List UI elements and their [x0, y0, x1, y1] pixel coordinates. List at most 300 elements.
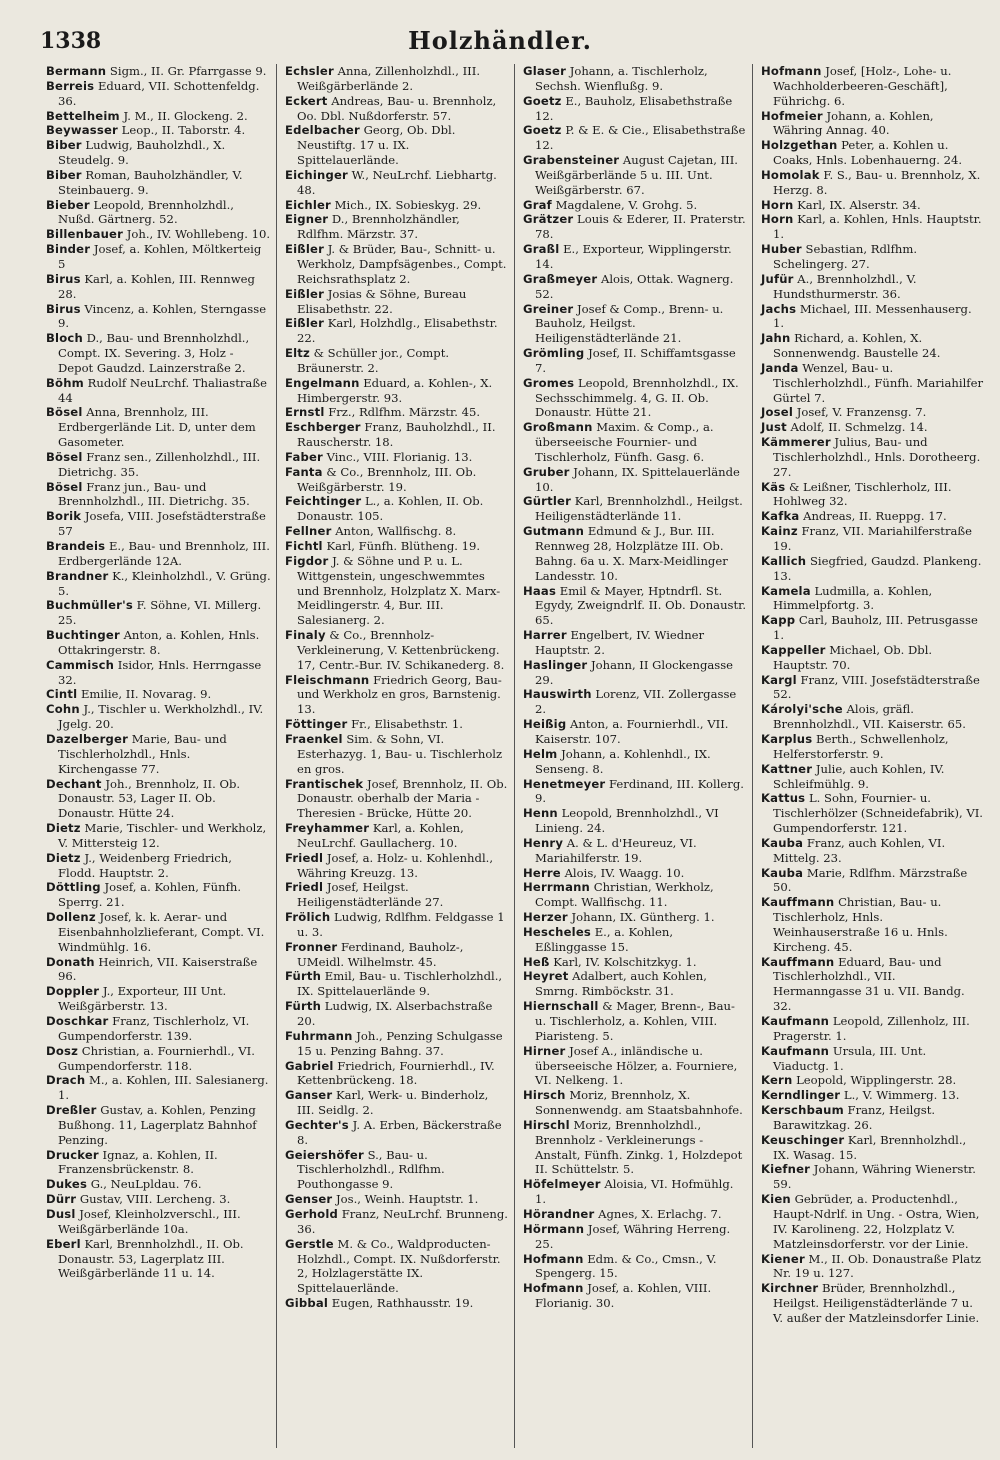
directory-entry: [761, 1281, 985, 1326]
directory-entry: [46, 1103, 271, 1148]
entry-name: Kiener: [761, 1251, 805, 1266]
directory-entry: [523, 302, 747, 347]
directory-entry: [761, 1088, 985, 1103]
entry-name: Bösel: [46, 405, 83, 420]
entry-name: Grätzer: [523, 212, 574, 227]
entry-name: Just: [761, 420, 787, 435]
entry-detail: Ferdinand, Bauholz-, UMeidl. Wilhelmstr. 45.: [297, 939, 464, 969]
entry-name: Glaser: [523, 64, 566, 78]
entry-detail: Johann, a. Tischlerholz, Sechsh. Wienflußg. 9.: [535, 64, 708, 93]
directory-entry: [285, 1059, 509, 1089]
entry-name: Frantischek: [285, 776, 364, 791]
directory-entry: [46, 302, 271, 332]
entry-detail: Georg, Ob. Dbl. Neustiftg. 17 u. IX. Spittelauerlände.: [297, 123, 456, 168]
directory-entry: [761, 138, 985, 168]
entry-name: Hofmann: [761, 64, 822, 78]
entry-detail: Heinrich, VII. Kaiserstraße 96.: [58, 954, 258, 984]
entry-detail: Anton, a. Fournierhdl., VII. Kaiserstr. 107.: [535, 717, 729, 746]
directory-entry: [46, 1044, 271, 1074]
entry-detail: M., a. Kohlen, III. Salesianerg. 1.: [58, 1073, 269, 1103]
entry-name: Gürtler: [523, 494, 571, 509]
entry-detail: August Cajetan, III. Weißgärberlände 5 u. III. Unt. Weißgärberstr. 67.: [535, 153, 738, 197]
entry-detail: Josef, Kleinholzverschl., III. Weißgärberlände 10a.: [58, 1206, 241, 1236]
directory-entry: [285, 494, 509, 524]
entry-detail: Franz, Tischlerholz, VI. Gumpendorferstr. 139.: [58, 1014, 250, 1043]
directory-entry: [285, 1296, 509, 1311]
entry-name: Brandeis: [46, 539, 106, 553]
entry-detail: Moriz, Brennholz, X. Sonnenwendg. am Staatsbahnhofe.: [535, 1088, 743, 1118]
entry-detail: E., Exporteur, Wipplingerstr. 14.: [535, 242, 732, 271]
entry-name: Buchtinger: [46, 628, 120, 643]
entry-name: Hirsch: [523, 1088, 566, 1103]
entry-name: Gerhold: [285, 1206, 338, 1221]
entry-name: Kerschbaum: [761, 1103, 844, 1118]
entry-name: Dukes: [46, 1177, 88, 1192]
directory-entry: [46, 777, 271, 822]
entry-detail: Ursula, III. Unt. Viaductg. 1.: [773, 1043, 927, 1073]
entry-name: Goetz: [523, 93, 562, 108]
entry-name: Kallich: [761, 553, 807, 568]
directory-entry: [46, 376, 271, 406]
entry-name: Ganser: [285, 1088, 333, 1103]
directory-entry: [285, 242, 509, 287]
directory-entry: [285, 910, 509, 940]
directory-entry: [523, 1281, 747, 1311]
directory-entry: [523, 880, 747, 910]
directory-entry: [523, 1044, 747, 1089]
entry-detail: Anton, a. Kohlen, Hnls. Ottakringerstr. 8.: [58, 628, 260, 657]
directory-entry: [761, 331, 985, 361]
entry-name: Haslinger: [523, 657, 588, 672]
entry-name: Edelbacher: [285, 123, 360, 138]
directory-entry: [523, 584, 747, 629]
directory-entry: [46, 732, 271, 777]
column-1: [38, 64, 276, 1448]
entry-name: Holzgethan: [761, 138, 838, 153]
entry-name: Hirner: [523, 1043, 566, 1058]
entry-name: Dechant: [46, 776, 102, 791]
entry-name: Engelmann: [285, 375, 360, 390]
entry-detail: Anton, Wallfischg. 8.: [335, 524, 457, 539]
entry-name: Janda: [761, 360, 799, 375]
entry-detail: & Leißner, Tischlerholz, III. Hohlweg 32.: [773, 479, 952, 509]
entry-detail: Johann, a. Kohlenhdl., IX. Senseng. 8.: [535, 746, 711, 776]
entry-detail: Moriz, Brennholzhdl., Brennholz - Verkleinerungs - Anstalt, Fünfh. Zinkg. 1, Holzdepot II. Schüttelstr. 5.: [535, 1117, 743, 1177]
entry-name: Kämmerer: [761, 435, 831, 450]
entry-name: Brandner: [46, 568, 109, 583]
entry-detail: Leop., II. Taborstr. 4.: [121, 123, 246, 138]
entry-name: Grömling: [523, 346, 585, 361]
entry-detail: Louis & Ederer, II. Praterstr. 78.: [535, 212, 746, 242]
directory-entry: [285, 1237, 509, 1296]
entry-detail: Alois, gräfl. Brennholzhdl., VII. Kaiserstr. 65.: [773, 702, 966, 732]
directory-entry: [761, 524, 985, 554]
directory-entry: [285, 168, 509, 198]
directory-entry: [46, 569, 271, 599]
directory-entry: [46, 168, 271, 198]
entry-name: Dreßler: [46, 1103, 97, 1118]
entry-name: Kauffmann: [761, 954, 835, 969]
entry-detail: Leopold, Zillenholz, III. Pragerstr. 1.: [773, 1014, 970, 1043]
entry-detail: Edmund & J., Bur. III. Rennweg 28, Holzplätze III. Ob. Bahng. 6a u. X. Marx-Meidlinger Landesstr. 10.: [535, 524, 728, 583]
entry-detail: Friedrich Georg, Bau- und Werkholz en gros, Barnstenig. 13.: [297, 672, 502, 717]
entry-name: Henn: [523, 806, 558, 821]
entry-detail: Karl, Werk- u. Binderholz, III. Seidlg. 2.: [297, 1088, 489, 1118]
entry-name: Josel: [761, 405, 794, 420]
directory-entry: [523, 777, 747, 807]
entry-detail: Aloisia, VI. Hofmühlg. 1.: [535, 1177, 734, 1207]
directory-entry: [761, 212, 985, 242]
directory-entry: [761, 1133, 985, 1163]
directory-entry: [761, 109, 985, 139]
entry-name: Kirchner: [761, 1281, 819, 1296]
entry-detail: Lorenz, VII. Zollergasse 2.: [535, 687, 737, 717]
entry-detail: Edm. & Co., Cmsn., V. Spengerg. 15.: [535, 1251, 717, 1281]
entry-detail: E., Bauholz, Elisabethstraße 12.: [535, 93, 733, 123]
entry-detail: Johann, a. Kohlen, Währing Annag. 40.: [773, 108, 934, 138]
directory-entry: [46, 1192, 271, 1207]
entry-name: Dietz: [46, 850, 81, 865]
entry-name: Eichler: [285, 197, 331, 212]
entry-detail: D., Bau- und Brennholzhdl., Compt. IX. Severing. 3, Holz - Depot Gaudzd. Lainzerstraße 2.: [58, 331, 250, 375]
entry-name: Friedl: [285, 880, 324, 895]
directory-entry: [523, 123, 747, 153]
entry-detail: E., a. Kohlen, Eßlinggasse 15.: [535, 924, 674, 954]
entry-name: Kerndlinger: [761, 1088, 841, 1103]
entry-detail: Andreas, II. Rueppg. 17.: [803, 509, 947, 524]
entry-name: Jachs: [761, 301, 797, 316]
entry-detail: Richard, a. Kohlen, X. Sonnenwendg. Baustelle 24.: [773, 331, 941, 361]
entry-name: Homolak: [761, 167, 820, 182]
entry-detail: Ludwig, IX. Alserbachstraße 20.: [297, 999, 493, 1028]
directory-entry: [761, 702, 985, 732]
entry-name: Huber: [761, 242, 802, 257]
directory-entry: [761, 836, 985, 866]
entry-detail: J., Exporteur, III Unt. Weißgärberstr. 13.: [58, 984, 227, 1014]
entry-name: Kappeller: [761, 642, 826, 657]
entry-name: Fuhrmann: [285, 1028, 353, 1043]
entry-name: Horn: [761, 212, 794, 227]
entry-name: Dazelberger: [46, 731, 128, 746]
directory-entry: [46, 1237, 271, 1282]
directory-entry: [46, 242, 271, 272]
entry-detail: Gebrüder, a. Productenhdl., Haupt-Ndrlf. in Ung. - Ostra, Wien, IV. Karolineng. 22, Holzplatz V. Matzleinsdorferstr. vor der Linie.: [773, 1192, 980, 1251]
entry-detail: Franz, NeuLrchf. Brunneng. 36.: [297, 1206, 508, 1236]
entry-detail: Eugen, Rathhausstr. 19.: [331, 1296, 474, 1311]
entry-detail: J. A. Erben, Bäckerstraße 8.: [297, 1117, 502, 1147]
entry-detail: F. S., Bau- u. Brennholz, X. Herzg. 8.: [773, 167, 981, 197]
entry-detail: Franz, VIII. Josefstädterstraße 52.: [773, 672, 980, 702]
directory-entry: [761, 673, 985, 703]
entry-detail: Magdalene, V. Grohg. 5.: [555, 197, 698, 212]
directory-entry: [285, 346, 509, 376]
entry-detail: Julie, auch Kohlen, IV. Schleifmühlg. 9.: [773, 761, 945, 791]
entry-detail: Karl, a. Kohlen, Hnls. Hauptstr. 1.: [773, 212, 982, 242]
directory-entry: [285, 969, 509, 999]
entry-detail: Sim. & Sohn, VI. Esterhazyg. 1, Bau- u. Tischlerholz en gros.: [297, 731, 503, 776]
entry-detail: Agnes, X. Erlachg. 7.: [598, 1206, 722, 1221]
entry-name: Fichtl: [285, 539, 323, 553]
entry-detail: Franz sen., Zillenholzhdl., III. Dietrichg. 35.: [58, 449, 261, 479]
entry-detail: J. & Söhne und P. u. L. Wittgenstein, ungeschwemmtes und Brennholz, Holzplatz X. Marx-Meidlingerstr. 4, Bur. III. Salesianerg. 2.: [297, 553, 501, 628]
directory-entry: [285, 999, 509, 1029]
entry-name: Ernstl: [285, 405, 325, 420]
entry-name: Kauba: [761, 865, 804, 880]
entry-name: Feichtinger: [285, 494, 362, 509]
entry-detail: Michael, III. Messenhauserg. 1.: [773, 301, 972, 331]
entry-name: Graf: [523, 197, 552, 212]
entry-name: Finaly: [285, 628, 326, 643]
entry-detail: Josef A., inländische u. überseeische Hölzer, a. Fourniere, VI. Nelkeng. 1.: [535, 1043, 738, 1088]
entry-detail: E., Bau- und Brennholz, III. Erdbergerlände 12A.: [58, 539, 270, 568]
directory-columns: [38, 64, 990, 1448]
entry-detail: Christian, Bau- u. Tischlerholz, Hnls. Weinhauserstraße 16 u. Hnls. Kircheng. 45.: [773, 895, 948, 954]
entry-detail: Josef, a. Kohlen, Möltkerteig 5: [58, 242, 262, 271]
entry-name: Karplus: [761, 731, 813, 746]
entry-detail: Friedrich, Fournierhdl., IV. Kettenbrückeng. 18.: [297, 1058, 495, 1088]
directory-entry: [285, 420, 509, 450]
entry-detail: Karl, IV. Kolschitzkyg. 1.: [553, 954, 697, 969]
directory-entry: [523, 242, 747, 272]
entry-name: Buchmüller's: [46, 598, 133, 613]
entry-detail: Johann, IX. Spittelauerlände 10.: [535, 464, 740, 494]
entry-detail: Isidor, Hnls. Herrngasse 32.: [58, 657, 262, 687]
entry-detail: Franz, Heilgst. Barawitzkag. 26.: [773, 1103, 936, 1132]
page-number: 1338: [40, 28, 102, 54]
directory-entry: [523, 212, 747, 242]
entry-detail: Gustav, VIII. Lercheng. 3.: [79, 1192, 231, 1207]
entry-detail: Gustav, a. Kohlen, Penzing Bußhong. 11, Lagerplatz Bahnhof Penzing.: [58, 1103, 257, 1147]
entry-detail: Joh., IV. Wohllebeng. 10.: [126, 227, 271, 242]
directory-entry: [523, 1222, 747, 1252]
entry-name: Birus: [46, 271, 81, 286]
entry-detail: Franz, VII. Mariahilferstraße 19.: [773, 524, 973, 553]
entry-name: Eißler: [285, 316, 324, 331]
directory-entry: [46, 272, 271, 302]
entry-detail: Maxim. & Comp., a. überseeische Fournier- und Tischlerholz, Fünfh. Gasg. 6.: [535, 420, 714, 464]
entry-name: Hescheles: [523, 924, 591, 939]
entry-detail: Roman, Bauholzhändler, V. Steinbauerg. 9.: [58, 167, 243, 197]
entry-detail: Anna, Brennholz, III. Erdbergerlände Lit. D, unter dem Gasometer.: [58, 405, 256, 450]
entry-detail: Berth., Schwellenholz, Helferstorferstr. 9.: [773, 731, 949, 761]
entry-name: Hofmeier: [761, 108, 823, 123]
entry-name: Kaufmann: [761, 1014, 830, 1028]
directory-entry: [285, 940, 509, 970]
entry-detail: Ludwig, Bauholzhdl., X. Steudelg. 9.: [58, 138, 226, 168]
entry-detail: Karl, Brennholzhdl., II. Ob. Donaustr. 53, Lagerplatz III. Weißgärberlände 11 u. 14.: [58, 1236, 244, 1281]
entry-name: Bösel: [46, 449, 83, 464]
entry-detail: Johann, IX. Güntherg. 1.: [571, 910, 715, 925]
directory-entry: [46, 1207, 271, 1237]
entry-name: Grabensteiner: [523, 153, 620, 168]
entry-detail: Karl, a. Kohlen, NeuLrchf. Gaullacherg. 10.: [297, 821, 464, 850]
directory-entry: [523, 346, 747, 376]
directory-entry: [285, 212, 509, 242]
entry-detail: Joh., Penzing Schulgasse 15 u. Penzing Bahng. 37.: [297, 1028, 503, 1058]
entry-name: Dietz: [46, 821, 81, 836]
entry-name: Graßl: [523, 242, 560, 257]
directory-entry: [46, 628, 271, 658]
entry-name: Fleischmann: [285, 672, 370, 687]
entry-detail: Karl, a. Kohlen, III. Rennweg 28.: [58, 271, 255, 301]
directory-entry: [523, 1252, 747, 1282]
entry-detail: & Co., Brennholz, III. Ob. Weißgärberstr. 19.: [297, 464, 477, 494]
directory-entry: [761, 509, 985, 524]
entry-name: Dosz: [46, 1043, 79, 1058]
entry-detail: L., a. Kohlen, II. Ob. Donaustr. 105.: [297, 494, 484, 524]
entry-name: Donath: [46, 954, 95, 969]
entry-name: Kattus: [761, 791, 806, 806]
entry-detail: Josef, a. Kohlen, Fünfh. Sperrg. 21.: [58, 880, 242, 910]
directory-entry: [761, 242, 985, 272]
entry-detail: L., V. Wimmerg. 13.: [843, 1088, 960, 1103]
directory-entry: [523, 747, 747, 777]
entry-detail: Joh., Brennholz, II. Ob. Donaustr. 53, Lager II. Ob. Donaustr. Hütte 24.: [58, 776, 241, 821]
entry-detail: Marie, Bau- und Tischlerholzhdl., Hnls. Kirchengasse 77.: [58, 731, 227, 776]
entry-name: Birus: [46, 301, 81, 316]
entry-detail: Josef, Währing Herreng. 25.: [535, 1221, 731, 1251]
directory-entry: [761, 435, 985, 480]
directory-entry: [761, 64, 985, 109]
directory-entry: [285, 1192, 509, 1207]
entry-name: Gruber: [523, 464, 570, 479]
entry-name: Keuschinger: [761, 1132, 845, 1147]
entry-name: Heißig: [523, 717, 567, 732]
entry-detail: Josef, a. Holz- u. Kohlenhdl., Währing Kreuzg. 13.: [297, 850, 494, 880]
directory-entry: [46, 480, 271, 510]
directory-entry: [46, 198, 271, 228]
entry-detail: J., Weidenberg Friedrich, Flodd. Hauptstr. 2.: [58, 850, 232, 880]
directory-entry: [285, 376, 509, 406]
entry-name: Kapp: [761, 613, 796, 628]
directory-entry: [523, 64, 747, 94]
entry-detail: Vinc., VIII. Florianig. 13.: [326, 449, 473, 464]
entry-detail: & Mager, Brenn-, Bau- u. Tischlerholz, a. Kohlen, VIII. Piaristeng. 5.: [535, 999, 735, 1043]
directory-entry: [761, 895, 985, 954]
entry-name: Gerstle: [285, 1236, 334, 1251]
directory-entry: [46, 331, 271, 376]
directory-entry: [523, 494, 747, 524]
entry-name: Herre: [523, 865, 561, 880]
directory-entry: [761, 1103, 985, 1133]
entry-detail: Josef, II. Schiffamtsgasse 7.: [535, 346, 736, 375]
entry-name: Friedl: [285, 850, 324, 865]
page-title: Holzhändler.: [408, 26, 592, 55]
entry-name: Böhm: [46, 375, 84, 390]
entry-detail: Leopold, Brennholzhdl., VI Linieng. 24.: [535, 806, 719, 836]
entry-name: Greiner: [523, 301, 574, 316]
entry-detail: Frz., Rdlfhm. Märzstr. 45.: [328, 405, 481, 420]
entry-name: Kern: [761, 1073, 793, 1088]
entry-detail: & Co., Brennholz-Verkleinerung, V. Kettenbrückeng. 17, Centr.-Bur. IV. Schikanederg. 8.: [297, 628, 505, 672]
directory-entry: [46, 851, 271, 881]
entry-name: Gromes: [523, 375, 575, 390]
entry-detail: Jos., Weinh. Hauptstr. 1.: [336, 1192, 479, 1207]
entry-detail: S., Bau- u. Tischlerholzhdl., Rdlfhm. Pouthongasse 9.: [297, 1147, 445, 1192]
directory-entry: [46, 450, 271, 480]
directory-entry: [46, 1177, 271, 1192]
directory-entry: [285, 1148, 509, 1193]
directory-entry: [761, 584, 985, 614]
entry-name: Föttinger: [285, 717, 348, 732]
entry-detail: & Schüller jor., Compt. Bräunerstr. 2.: [297, 346, 450, 375]
directory-entry: [523, 658, 747, 688]
entry-detail: Mich., IX. Sobieskyg. 29.: [334, 197, 482, 212]
directory-entry: [761, 361, 985, 406]
entry-name: Cintl: [46, 687, 78, 702]
entry-name: Doschkar: [46, 1014, 109, 1028]
directory-entry: [46, 1014, 271, 1044]
entry-detail: Adolf, II. Schmelzg. 14.: [790, 420, 928, 435]
directory-entry: [523, 198, 747, 213]
entry-detail: Josef, [Holz-, Lohe- u. Wachholderbeeren-Geschäft], Führichg. 6.: [773, 64, 952, 108]
directory-entry: [523, 910, 747, 925]
entry-name: Haas: [523, 583, 557, 598]
directory-entry: [761, 1014, 985, 1044]
entry-name: Kattner: [761, 761, 813, 776]
entry-detail: Vincenz, a. Kohlen, Sterngasse 9.: [58, 301, 267, 331]
directory-entry: [761, 1192, 985, 1251]
entry-name: Figdor: [285, 553, 329, 568]
directory-entry: [761, 405, 985, 420]
entry-detail: Brüder, Brennholzhdl., Heilgst. Heiligenstädterlände 7 u. V. außer der Matzleinsdorfer Linie.: [773, 1281, 980, 1325]
entry-detail: Franz jun., Bau- und Brennholzhdl., III. Dietrichg. 35.: [58, 479, 250, 509]
directory-entry: [46, 984, 271, 1014]
entry-name: Echsler: [285, 64, 334, 78]
entry-name: Hiernschall: [523, 999, 599, 1014]
entry-name: Jufür: [761, 271, 794, 286]
directory-entry: [285, 673, 509, 718]
entry-detail: Josef, Brennholz, II. Ob. Donaustr. oberhalb der Maria - Theresien - Brücke, Hütte 20.: [297, 776, 508, 821]
entry-name: Cohn: [46, 702, 80, 717]
entry-detail: W., NeuLrchf. Liebhartg. 48.: [297, 167, 497, 197]
entry-detail: Leopold, Brennholzhdl., IX. Sechsschimmelg. 4, G. II. Ob. Donaustr. Hütte 21.: [535, 375, 739, 420]
entry-name: Bieber: [46, 197, 90, 212]
directory-entry: [523, 1177, 747, 1207]
entry-name: Kafka: [761, 509, 800, 524]
entry-detail: M., II. Ob. Donaustraße Platz Nr. 19 u. 127.: [773, 1251, 981, 1281]
directory-entry: [46, 658, 271, 688]
entry-name: Károlyi'sche: [761, 702, 843, 717]
entry-name: Henetmeyer: [523, 776, 606, 791]
entry-name: Billenbauer: [46, 227, 124, 242]
entry-detail: Wenzel, Bau- u. Tischlerholzhdl., Fünfh. Mariahilfer Gürtel 7.: [773, 360, 984, 405]
directory-entry: [285, 316, 509, 346]
directory-entry: [523, 1118, 747, 1177]
entry-detail: Josefa, VIII. Josefstädterstraße 57: [58, 509, 266, 539]
directory-entry: [46, 910, 271, 955]
entry-name: Cammisch: [46, 657, 115, 672]
directory-entry: [761, 613, 985, 643]
entry-detail: Christian, a. Fournierhdl., VI. Gumpendorferstr. 118.: [58, 1043, 255, 1073]
entry-detail: Sebastian, Rdlfhm. Schelingerg. 27.: [773, 242, 918, 271]
directory-entry: [46, 539, 271, 569]
entry-name: Großmann: [523, 420, 593, 435]
entry-detail: Siegfried, Gaudzd. Plankeng. 13.: [773, 553, 982, 583]
entry-name: Höfelmeyer: [523, 1177, 601, 1192]
entry-name: Doppler: [46, 984, 100, 999]
directory-entry: [523, 1207, 747, 1222]
entry-name: Drach: [46, 1073, 86, 1088]
directory-entry: [46, 138, 271, 168]
directory-entry: [761, 791, 985, 836]
column-3: [514, 64, 752, 1448]
directory-entry: [523, 420, 747, 465]
entry-detail: Eduard, a. Kohlen-, X. Himbergerstr. 93.: [297, 375, 493, 405]
entry-detail: F. Söhne, VI. Millerg. 25.: [58, 598, 262, 628]
entry-detail: Marie, Tischler- und Werkholz, V. Mittersteig 12.: [58, 821, 267, 850]
directory-entry: [285, 1088, 509, 1118]
